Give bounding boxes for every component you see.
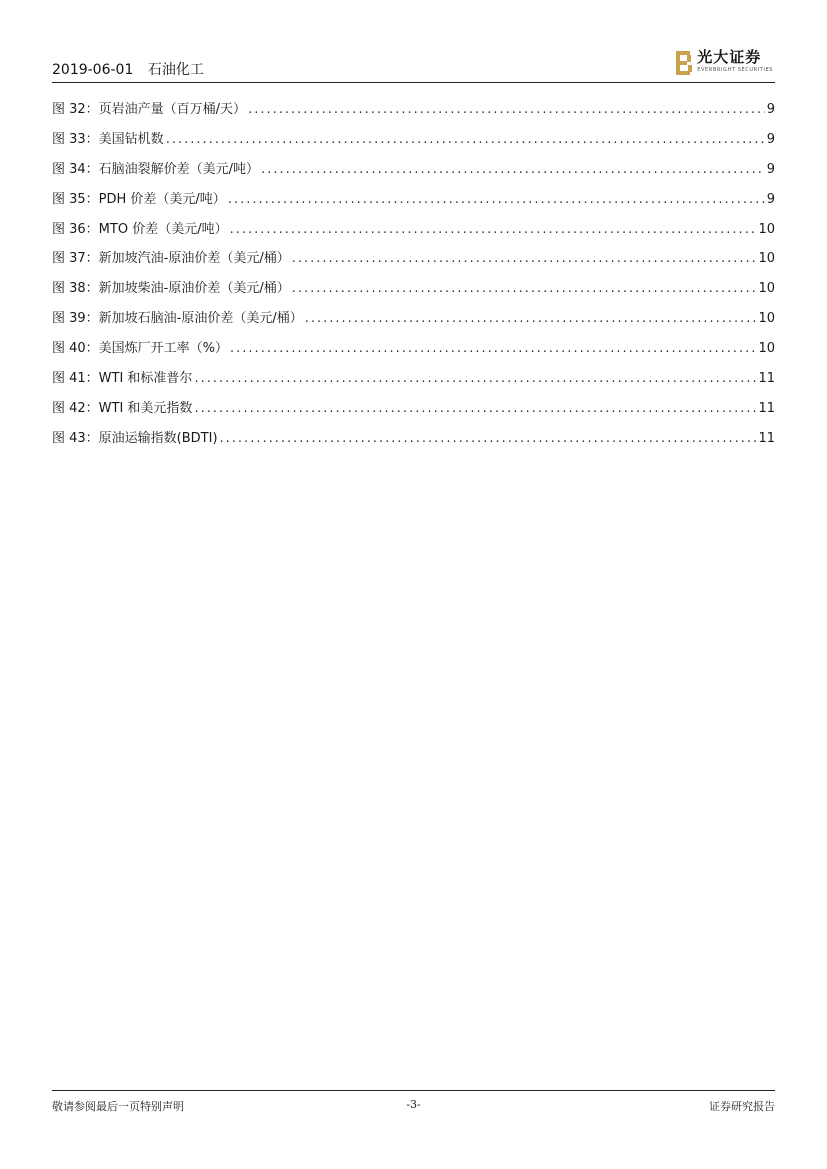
- toc-entry-title: 图 33：美国钻机数: [52, 131, 164, 147]
- toc-entry-page: 9: [766, 131, 775, 147]
- toc-entry-page: 9: [766, 191, 775, 207]
- toc-entry-title: 图 40：美国炼厂开工率（%）: [52, 341, 229, 357]
- footer-disclaimer: 敬请参阅最后一页特别声明: [52, 1100, 184, 1113]
- toc-entry[interactable]: [52, 369, 775, 399]
- toc-entry-page: 11: [758, 371, 775, 387]
- toc-entry[interactable]: [52, 399, 775, 429]
- toc-entry-title: 图 37：新加坡汽油-原油价差（美元/桶）: [52, 251, 290, 267]
- toc-entry[interactable]: [52, 279, 775, 309]
- report-date: 2019-06-01: [52, 62, 134, 78]
- toc-entry-page: 10: [758, 281, 775, 297]
- everbright-logo: [675, 50, 773, 78]
- toc-entry[interactable]: [52, 160, 775, 190]
- toc-entry[interactable]: [52, 190, 775, 220]
- toc-entry-title: 图 43：原油运输指数(BDTI): [52, 430, 218, 446]
- toc-leader-dots: [292, 279, 757, 298]
- toc-leader-dots: [305, 309, 757, 328]
- toc-entry-page: 10: [758, 311, 775, 327]
- figure-table-of-contents: [52, 100, 775, 459]
- toc-entry-page: 10: [758, 341, 775, 357]
- toc-entry[interactable]: [52, 429, 775, 459]
- toc-entry[interactable]: [52, 339, 775, 369]
- toc-leader-dots: [248, 100, 765, 119]
- toc-entry-title: 图 39：新加坡石脑油-原油价差（美元/桶）: [52, 311, 303, 327]
- toc-entry-title: 图 34：石脑油裂解价差（美元/吨）: [52, 161, 260, 177]
- toc-entry-page: 9: [766, 161, 775, 177]
- toc-leader-dots: [194, 369, 756, 388]
- toc-leader-dots: [230, 220, 757, 239]
- toc-leader-dots: [220, 429, 757, 448]
- everbright-logo-icon: [675, 50, 693, 76]
- toc-leader-dots: [194, 399, 756, 418]
- toc-entry-title: 图 32：页岩油产量（百万桶/天）: [52, 102, 247, 117]
- toc-leader-dots: [230, 339, 756, 358]
- report-sector: 石油化工: [147, 62, 204, 78]
- toc-entry-title: 图 38：新加坡柴油-原油价差（美元/桶）: [52, 281, 290, 297]
- header-meta: [52, 59, 214, 79]
- toc-entry-page: 11: [758, 400, 775, 416]
- logo-english-name: EVERBRIGHT SECURITIES: [697, 67, 773, 73]
- toc-leader-dots: [292, 249, 757, 268]
- toc-entry[interactable]: [52, 100, 775, 130]
- toc-entry-page: 10: [758, 251, 775, 267]
- toc-entry[interactable]: [52, 249, 775, 279]
- page-header: [52, 50, 775, 83]
- toc-entry-page: 9: [766, 102, 775, 117]
- toc-leader-dots: [261, 160, 765, 179]
- toc-entry-title: 图 36：MTO 价差（美元/吨）: [52, 221, 228, 237]
- toc-entry[interactable]: [52, 309, 775, 339]
- logo-chinese-name: 光大证券: [697, 48, 762, 66]
- toc-entry-title: 图 35：PDH 价差（美元/吨）: [52, 191, 226, 207]
- toc-entry[interactable]: [52, 220, 775, 250]
- toc-entry-page: 10: [758, 221, 775, 237]
- toc-entry[interactable]: [52, 130, 775, 160]
- page-footer: [52, 1090, 775, 1117]
- footer-page-number: -3-: [406, 1098, 421, 1111]
- toc-entry-title: 图 41：WTI 和标准普尔: [52, 371, 193, 387]
- footer-report-type: 证券研究报告: [709, 1100, 775, 1113]
- toc-leader-dots: [228, 190, 765, 209]
- toc-leader-dots: [166, 130, 765, 149]
- toc-entry-page: 11: [758, 430, 775, 446]
- toc-entry-title: 图 42：WTI 和美元指数: [52, 400, 193, 416]
